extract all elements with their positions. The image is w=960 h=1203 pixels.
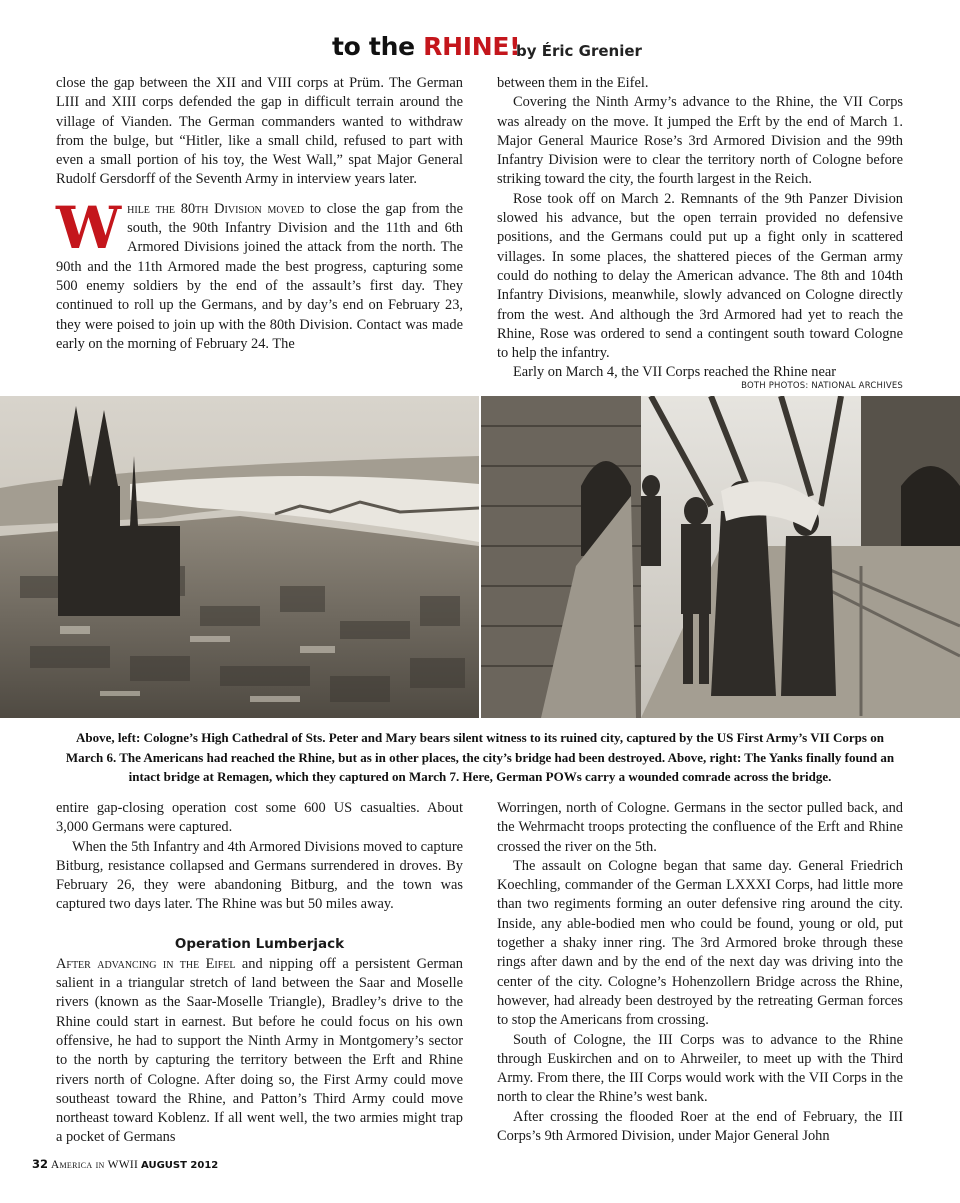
- photo-cologne-cathedral: [0, 396, 479, 718]
- paragraph: Covering the Ninth Army’s advance to the Rhine, the VII Corps was already on the move. It jumped the Erft by the end of March 1. Major General Maurice Rose’s 3rd Armored Division and the 99th Infantry Division were to clear the territory north of Cologne before striking toward the city, the fourth largest in the Reich.: [497, 94, 903, 188]
- paragraph-text: to close the gap from the south, the 90th Infantry Division and the 11th and 6th Armored Divisions joined the attack from the north. The 90th and the 11th Armored made the best progress, capturing some 500 enemy soldiers by the end of the assault’s first day. They continued to roll up the Germans, and by day’s end on February 23, they were poised to join up with the 80th Division. Contact was made early on the morning of February 24. The: [56, 200, 464, 352]
- paragraph-dropcap: [56, 193, 464, 354]
- paragraph: between them in the Eifel.: [497, 75, 649, 91]
- lead-in-smallcaps: hile the 80th Division moved: [127, 200, 305, 217]
- lead-in-smallcaps: After advancing in the Eifel: [56, 955, 236, 972]
- issue-date: AUGUST 2012: [141, 1160, 219, 1171]
- cologne-ruins-image: [0, 396, 479, 718]
- paragraph: [56, 955, 463, 1148]
- paragraph: Rose took off on March 2. Remnants of the 9th Panzer Division slowed his advance, but the open terrain provided no defensive positions, and the Germans could put up a fight only in scattered villages. In some places, the shattered pieces of the German army could do nothing to delay the American advance. The 8th and 104th Infantry Divisions, meanwhile, slowly advanced on Cologne directly from the west. And although the 3rd Armored had yet to reach the Rhine, Rose was ordered to send a contingent south toward Cologne to help the infantry.: [497, 190, 903, 362]
- page-number: 32: [32, 1157, 49, 1171]
- paragraph: South of Cologne, the III Corps was to advance to the Rhine through Euskirchen and on to Ahrweiler, to meet up with the Third Army. From there, the III Corps would work with the VII Corps in the north to clear the Rhine’s west bank.: [497, 1031, 903, 1106]
- photo-caption: Above, left: Cologne’s High Cathedral of Sts. Peter and Mary bears silent witness to its ruined city, captured by the US First Army’s VII Corps on March 6. The Americans had reached the Rhine, but as in other places, the city’s bridge had been destroyed. Above, right: The Yanks finally found an intact bridge at Remagen, which they captured on March 7. Here, German POWs carry a wounded comrade across the bridge.: [65, 730, 895, 784]
- paragraph: Worringen, north of Cologne. Germans in the sector pulled back, and the Wehrmacht troops protecting the confluence of the Erft and Rhine crossed the river on the 5th.: [497, 800, 903, 855]
- title-highlight: RHINE!: [423, 32, 521, 61]
- paragraph: The assault on Cologne began that same day. General Friedrich Koechling, commander of the German LXXXI Corps, had little more than two regiments forming an outer defensive ring around the city. Inside, any able-bodied men who could be found, young or old, put together a shaky inner ring. The 3rd Armored broke through these rings after dawn and by the end of the next day was driving into the center of the city. Cologne’s Hohenzollern Bridge across the Rhine, however, had already been destroyed by the retreating German forces to stop the Americans from crossing.: [497, 857, 903, 1029]
- paragraph-text: and nipping off a persistent German salient in a triangular stretch of land between the Saar and Moselle rivers (known as the Saar-Moselle Triangle), Bradley’s drive to the Rhine could start in earnest. But before he could focus on his own offensive, he had to support the Ninth Army in Montgomery’s sector to the north by capturing the territory between the Erft and Rhine rivers north of Cologne. After doing so, the First Army could move southeast toward the Rhine, and Patton’s Third Army could move northeast toward Koblenz. If all went well, the two armies might trap a pocket of Germans: [56, 955, 463, 1146]
- column-bottom-left: [56, 799, 463, 1148]
- paragraph: close the gap between the XII and VIII corps at Prüm. The German LIII and XIII corps defended the gap in difficult terrain around the village of Vianden. The German commanders wanted to withdraw from the bulge, but “Hitler, like a small child, refused to part with even a small portion of his toy, the West Wall,” spat Major General Rudolf Gersdorff of the Seventh Army in interview years later.: [56, 75, 463, 188]
- page-footer: [32, 1157, 218, 1171]
- paragraph: Early on March 4, the VII Corps reached the Rhine near: [513, 364, 837, 381]
- remagen-bridge-image: [481, 396, 960, 718]
- magazine-name: America in WWII: [50, 1159, 139, 1171]
- column-bottom-right: [497, 799, 903, 1146]
- paragraph: After crossing the flooded Roer at the end of February, the III Corps’s 9th Armored Division, under Major General John: [497, 1108, 903, 1145]
- title-prefix: to the: [332, 32, 424, 61]
- page-header: [0, 30, 960, 70]
- section-subhead: Operation Lumberjack: [174, 935, 345, 952]
- photo-credit: BOTH PHOTOS: NATIONAL ARCHIVES: [741, 381, 903, 391]
- photo-remagen-pows: [481, 396, 960, 718]
- drop-cap: W: [56, 193, 122, 262]
- article-title: [332, 32, 520, 61]
- column-top-right: [497, 74, 903, 383]
- column-top-left: [56, 74, 463, 354]
- paragraph: When the 5th Infantry and 4th Armored Divisions moved to capture Bitburg, resistance collapsed and Germans surrendered in droves. By February 26, they were abandoning Bitburg, and the town was captured two days later. The Rhine was but 50 miles away.: [56, 838, 463, 913]
- paragraph: entire gap-closing operation cost some 600 US casualties. About 3,000 Germans were captured.: [56, 800, 463, 836]
- byline: by Éric Grenier: [516, 42, 642, 60]
